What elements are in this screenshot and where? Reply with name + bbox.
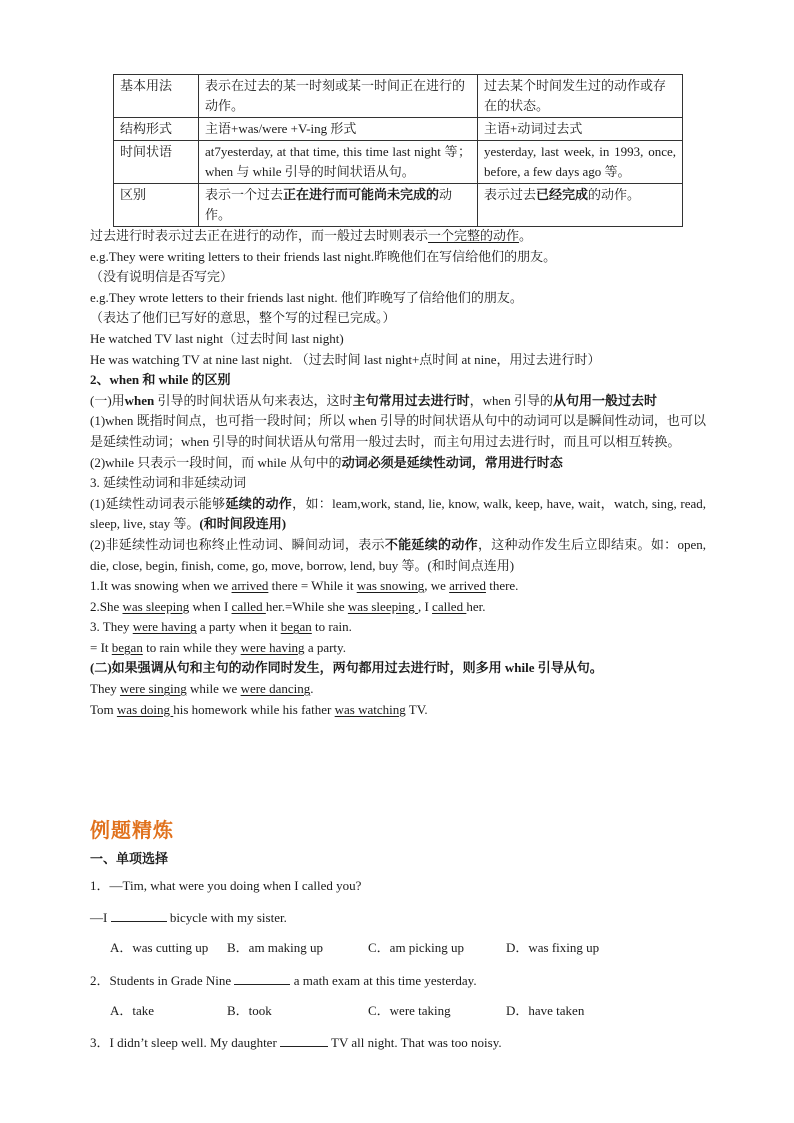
example-line: [90, 638, 706, 659]
text: 2.She: [90, 598, 123, 614]
text: (2)非延续性动词也称终止性动词、瞬间动词，表示: [90, 536, 385, 552]
past-simple-cell: 过去某个时间发生过的动作或存在的状态。: [478, 75, 683, 118]
exercise-heading: 一、单项选择: [90, 851, 169, 866]
underlined-text: was sleeping: [122, 598, 190, 614]
text: Tom: [90, 701, 117, 717]
subheading: 3. 延续性动词和非延续动词: [90, 475, 247, 491]
question-2: [90, 971, 710, 990]
text: to rain.: [311, 619, 352, 635]
note-line: (1)when 既指时间点，也可指一段时间；所以 when 引导的时间状语从句中的动词可以是瞬间性动词，也可以是延续性动词；when 引导的时间状语从句常用一般过去时，而主句用过去进行时，而且可以相互转换。: [90, 413, 706, 449]
note-line: [90, 535, 706, 576]
underlined-text: began: [111, 639, 143, 655]
section-title: 例题精炼: [90, 818, 174, 842]
note-line: [90, 391, 706, 412]
text: her.=While she: [265, 598, 348, 614]
note-line: （表达了他们已写好的意思，整个写的过程已完成。）: [90, 310, 396, 326]
text: a party when it: [196, 619, 281, 635]
example-line: He watched TV last night（过去时间 last night): [90, 330, 344, 346]
text: (一)用: [90, 392, 125, 408]
underlined-text: were singing: [119, 681, 187, 697]
text: = It: [90, 639, 112, 655]
text: her.: [466, 598, 486, 614]
text: (1)延续性动词表示能够: [90, 495, 226, 511]
underlined-text: was sleeping: [347, 598, 418, 614]
text: , I: [417, 598, 433, 614]
text: 1.It was snowing when we: [90, 578, 232, 594]
text: a math exam at this time yesterday.: [290, 973, 477, 988]
text: bicycle with my sister.: [166, 910, 287, 925]
bold-text: 延续的动作: [225, 495, 293, 511]
table-row: [114, 184, 683, 227]
example-line: [90, 576, 706, 597]
grammar-notes: [90, 226, 706, 720]
cell-text: 表示一个过去: [205, 187, 284, 202]
example-line: [90, 597, 706, 618]
text: TV.: [405, 701, 428, 717]
answer-blank[interactable]: [111, 908, 167, 922]
option-b[interactable]: B．took: [227, 1003, 272, 1018]
cell-text: 的动作。: [588, 187, 641, 202]
text: a party.: [304, 639, 346, 655]
option-c[interactable]: C．am picking up: [368, 940, 465, 955]
note-line: (二)如果强调从句和主句的动作同时发生，两句都用过去进行时，则多用 while 引导从句。: [90, 660, 603, 676]
underlined-text: was snowing: [356, 578, 425, 594]
table-row: [114, 118, 683, 141]
table-row: [114, 141, 683, 184]
past-simple-cell: 主语+动词过去式: [478, 118, 683, 141]
note-line: [90, 453, 706, 474]
text: there = While it: [268, 578, 357, 594]
past-continuous-cell: 主语+was/were +V-ing 形式: [199, 118, 478, 141]
text: TV all night. That was too noisy.: [328, 1035, 502, 1050]
example-line: [90, 700, 706, 721]
underlined-text: arrived: [231, 578, 269, 594]
text: 。: [519, 228, 533, 243]
option-d[interactable]: D．have taken: [506, 1003, 585, 1018]
text: ，如：leam,work, stand, lie, know, walk, keep, have, wait，watch, sing, read, sleep, live, stay 等。: [90, 495, 706, 532]
note-line: [90, 226, 706, 247]
text: when I: [189, 598, 232, 614]
text: 引导的时间状语从句来表达，这时: [154, 392, 353, 408]
text: 3. They: [90, 619, 133, 635]
note-line: （没有说明信是否写完）: [90, 269, 234, 285]
cell-emphasis: 正在进行而可能尚未完成的: [283, 187, 440, 202]
cell-text: 表示过去: [484, 187, 537, 202]
question-1-line-2: [90, 908, 710, 927]
row-label: 时间状语: [114, 141, 199, 184]
text: 过去进行时表示过去正在进行的动作，而一般过去时则表示: [90, 228, 429, 243]
answer-blank[interactable]: [234, 971, 290, 985]
option-c[interactable]: C．were taking: [368, 1003, 451, 1018]
bold-text: (和时间段连用): [199, 516, 287, 532]
question-1: 1．—Tim, what were you doing when I called you?: [90, 878, 362, 893]
text: 3．I didn’t sleep well. My daughter: [90, 1035, 281, 1050]
text: They: [90, 681, 120, 697]
underlined-text: was watching: [334, 701, 406, 717]
text: while we: [186, 681, 241, 697]
underlined-text: were having: [132, 619, 197, 635]
underlined-text: called: [231, 598, 266, 614]
past-continuous-cell: at7yesterday, at that time, this time last night 等；when 与 while 引导的时间状语从句。: [199, 141, 478, 184]
row-label: 区别: [114, 184, 199, 227]
text: to rain while they: [142, 639, 241, 655]
bold-text: 从句用一般过去时: [553, 392, 658, 408]
underlined-text: were dancing: [240, 681, 311, 697]
text: , we: [424, 578, 450, 594]
text: ，when 引导的: [469, 392, 553, 408]
underlined-text: 一个完整的动作: [428, 228, 520, 243]
bold-text: when: [124, 392, 155, 408]
example-line: e.g.They were writing letters to their friends last night.昨晚他们在写信给他们的朋友。: [90, 248, 557, 264]
past-simple-cell: yesterday, last week, in 1993, once, before, a few days ago 等。: [478, 141, 683, 184]
question-3: [90, 1033, 710, 1052]
option-b[interactable]: B．am making up: [227, 940, 324, 955]
underlined-text: was doing: [116, 701, 174, 717]
underlined-text: called: [432, 598, 467, 614]
bold-text: 动词必须是延续性动词，常用进行时态: [341, 454, 563, 470]
bold-text: 不能延续的动作: [384, 536, 478, 552]
example-line: e.g.They wrote letters to their friends last night. 他们昨晚写了信给他们的朋友。: [90, 289, 523, 305]
underlined-text: began: [280, 619, 312, 635]
option-a[interactable]: A．take: [110, 1003, 155, 1018]
cell-emphasis: 已经完成: [536, 187, 589, 202]
text: ，这种动作发生后立即结束。如：open, die, close, begin, finish, come, go, move, borrow, lend, buy 等。(和时间点连用): [90, 536, 706, 573]
cell-text: 动作。: [205, 187, 453, 222]
text: .: [310, 681, 314, 697]
comparison-table: [113, 74, 683, 227]
text: his homework while his father: [173, 701, 335, 717]
underlined-text: were having: [240, 639, 305, 655]
example-line: [90, 679, 706, 700]
past-continuous-cell: [199, 184, 478, 227]
option-a[interactable]: A．was cutting up: [110, 940, 209, 955]
example-line: [90, 617, 706, 638]
underlined-text: arrived: [449, 578, 486, 594]
past-simple-cell: [478, 184, 683, 227]
table-row: [114, 75, 683, 118]
row-label: 基本用法: [114, 75, 199, 118]
subheading: 2、when 和 while 的区别: [90, 372, 231, 388]
past-continuous-cell: 表示在过去的某一时刻或某一时间正在进行的动作。: [199, 75, 478, 118]
option-d[interactable]: D．was fixing up: [506, 940, 600, 955]
note-line: [90, 494, 706, 535]
text: 2．Students in Grade Nine: [90, 973, 235, 988]
bold-text: 主句常用过去进行时: [352, 392, 470, 408]
text: —I: [90, 910, 111, 925]
row-label: 结构形式: [114, 118, 199, 141]
answer-blank[interactable]: [280, 1033, 328, 1047]
text: (2)while 只表示一段时间，而 while 从句中的: [90, 454, 342, 470]
example-line: He was watching TV at nine last night. （过去时间 last night+点时间 at nine，用过去进行时）: [90, 351, 601, 367]
text: there.: [485, 578, 519, 594]
